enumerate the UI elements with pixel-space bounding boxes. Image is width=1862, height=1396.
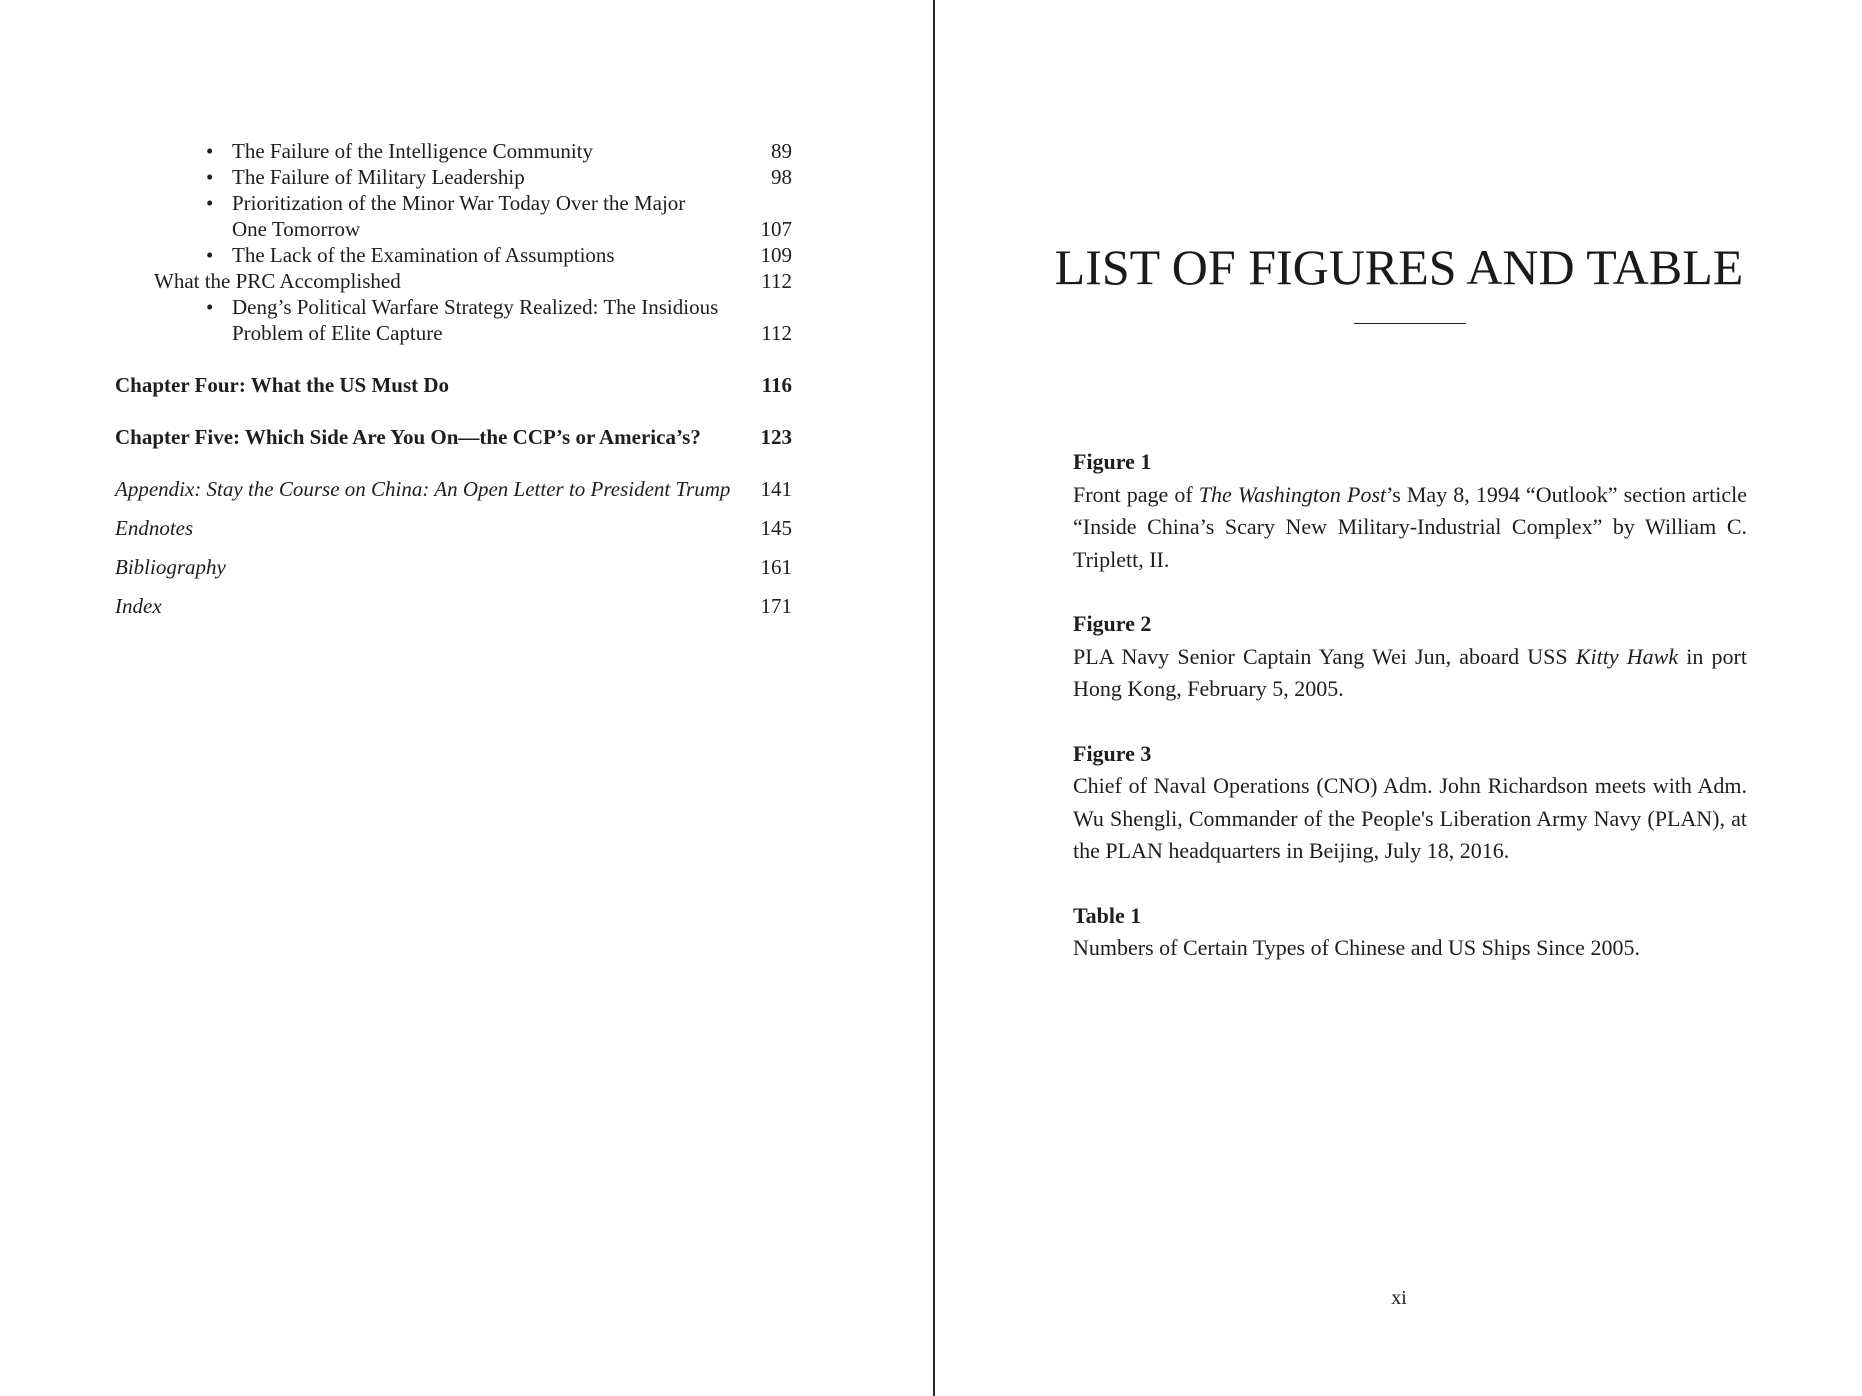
toc-entry-label: The Failure of Military Leadership (232, 165, 525, 189)
toc-page-number: 89 (771, 139, 792, 163)
toc-subentry[interactable] (115, 242, 792, 268)
page-number-folio: xi (1391, 1287, 1407, 1309)
toc-chapter-entry[interactable] (115, 424, 792, 450)
table-of-contents (115, 138, 792, 619)
figure-entry[interactable] (1073, 608, 1747, 706)
toc-entry-label-continued: One Tomorrow (232, 217, 361, 241)
table-entry[interactable] (1073, 900, 1747, 965)
toc-page-number: 145 (760, 516, 792, 540)
toc-entry-label: Deng’s Political Warfare Strategy Realized: The Insidious (232, 295, 719, 319)
figure-heading: Figure 1 (1073, 449, 1152, 474)
toc-page-number: 171 (760, 594, 792, 618)
figure-caption: PLA Navy Senior Captain Yang Wei Jun, aboard USS Kitty Hawk in port Hong Kong, February 5, 2005. (1073, 643, 1747, 701)
toc-page-number: 161 (760, 555, 792, 579)
toc-entry-label: Endnotes (115, 516, 194, 540)
bullet-icon: • (206, 191, 214, 215)
page-gutter-divider (933, 0, 935, 1396)
figure-heading: Figure 2 (1073, 611, 1152, 636)
title-rule-divider (1354, 323, 1466, 324)
toc-entry-label: What the PRC Accomplished (154, 269, 401, 293)
toc-page-number: 98 (771, 165, 792, 189)
toc-entry-label: Chapter Four: What the US Must Do (115, 373, 450, 397)
toc-back-matter-entry[interactable] (115, 515, 792, 541)
toc-subentry[interactable] (115, 190, 792, 242)
toc-page-number: 112 (761, 269, 792, 293)
toc-entry-label: Prioritization of the Minor War Today Over the Major (232, 191, 686, 215)
figure-caption: Chief of Naval Operations (CNO) Adm. John Richardson meets with Adm. Wu Shengli, Commander of the People's Liberation Army Navy (PLAN), at the PLAN headquarters in Beijing, July 18, 2016. (1073, 773, 1747, 863)
toc-entry-label: The Lack of the Examination of Assumptions (232, 243, 615, 267)
toc-page-number: 123 (760, 425, 792, 449)
right-page (936, 0, 1862, 1396)
toc-subentry[interactable] (115, 164, 792, 190)
figure-caption: Front page of The Washington Post’s May 8, 1994 “Outlook” section article “Inside China’s Scary New Military-Industrial Complex” by William C. Triplett, II. (1073, 481, 1747, 572)
toc-entry-label: Appendix: Stay the Course on China: An Open Letter to President Trump (115, 477, 731, 501)
toc-page-number: 141 (760, 477, 792, 501)
toc-back-matter-entry[interactable] (115, 476, 792, 502)
toc-page-number: 116 (761, 373, 792, 397)
toc-subentry[interactable] (115, 294, 792, 346)
toc-entry-label: Index (115, 594, 162, 618)
toc-subentry[interactable] (115, 138, 792, 164)
bullet-icon: • (206, 165, 214, 189)
toc-entry-label-continued: Problem of Elite Capture (232, 321, 443, 345)
publication-title: The Washington Post (1198, 481, 1387, 507)
toc-entry-label: Chapter Five: Which Side Are You On—the CCP’s or America’s? (115, 425, 701, 449)
bullet-icon: • (206, 139, 214, 163)
toc-page-number: 112 (761, 321, 792, 345)
figure-heading: Figure 3 (1073, 740, 1152, 766)
toc-section-entry[interactable] (115, 268, 792, 294)
toc-back-matter-entry[interactable] (115, 554, 792, 580)
toc-entry-label: Bibliography (115, 555, 226, 579)
page-title: LIST OF FIGURES AND TABLE (1054, 239, 1744, 295)
toc-page-number: 107 (760, 217, 792, 241)
toc-page-number: 109 (760, 243, 792, 267)
figure-entry[interactable] (1073, 738, 1747, 868)
toc-back-matter-entry[interactable] (115, 593, 792, 619)
figure-entry[interactable] (1073, 446, 1747, 576)
table-heading: Table 1 (1073, 902, 1142, 928)
toc-chapter-entry[interactable] (115, 372, 792, 398)
figure-list (1073, 446, 1747, 997)
ship-name: Kitty Hawk (1575, 643, 1679, 669)
table-caption: Numbers of Certain Types of Chinese and US Ships Since 2005. (1073, 935, 1640, 960)
bullet-icon: • (206, 243, 214, 267)
toc-entry-label: The Failure of the Intelligence Community (232, 139, 593, 163)
bullet-icon: • (206, 295, 214, 319)
